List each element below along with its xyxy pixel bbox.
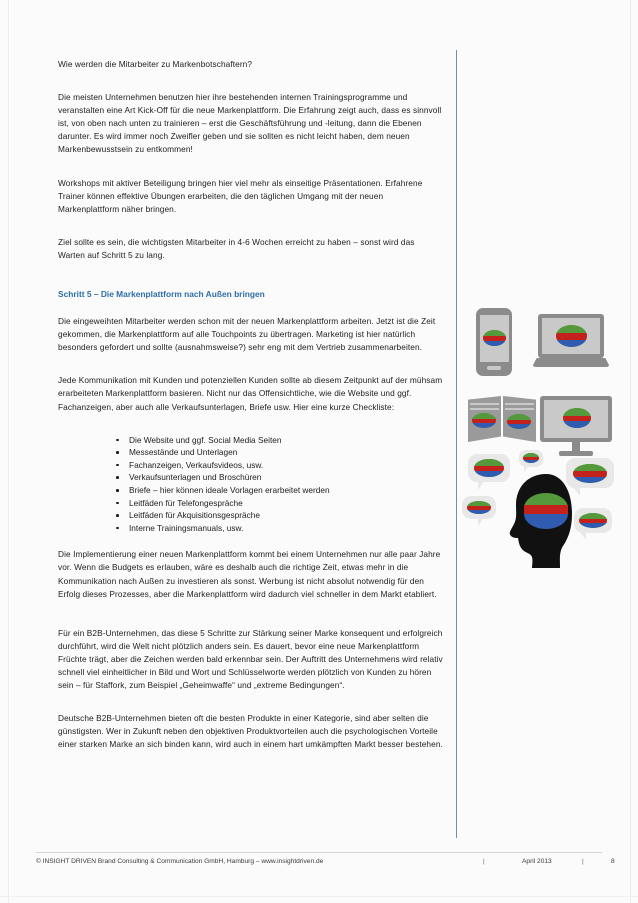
paragraph-5: Jede Kommunikation mit Kunden und potenziellen Kunden sollte ab diesem Zeitpunkt auf der mühsam erarbeiteten Markenplattform basieren. Nicht nur das Offensichtliche, wie die Website und ggf. Fachanzeigen, aber auch alle Verkaufsunterlagen, Briefe usw. Hier eine kurze Checkliste: xyxy=(58,375,443,412)
body-text-column xyxy=(58,58,443,764)
footer-separator: | xyxy=(483,858,485,865)
speech-bubble xyxy=(462,496,496,519)
list-item: Briefe – hier können ideale Vorlagen erarbeitet werden xyxy=(129,484,443,497)
brand-ambassador-illustration xyxy=(462,450,624,582)
paragraph-4: Die eingeweihten Mitarbeiter werden schon mit der neuen Markenplattform arbeiten. Jetzt ist die Zeit gekommen, die Markenplattform auf alle Touchpoints zu übertragen. Marketing ist hier natürlich besonders gefordert und sollte (ausnahmsweise?) sehr eng mit dem Vertrieb zusammenarbeiten. xyxy=(58,316,436,353)
brand-logo-icon xyxy=(573,464,607,483)
paragraph-8: Deutsche B2B-Unternehmen bieten oft die besten Produkte in einer Kategorie, sind aber selten die günstigsten. Wer in Zukunft neben den objektiven Produktvorteilen auch die psychologischen Vorteile einer starken Marke an sich binden kann, wird auch in einem hart umkämpften Markt besser bestehen. xyxy=(58,713,443,750)
footer-date: April 2013 xyxy=(522,858,552,865)
section-heading-schritt-5: Schritt 5 – Die Markenplattform nach Außen bringen xyxy=(58,289,265,300)
list-item: Messestände und Unterlagen xyxy=(129,446,443,459)
magazine-icon xyxy=(468,396,536,446)
brand-logo-icon xyxy=(467,501,491,514)
paragraph-1: Die meisten Unternehmen benutzen hier ihre bestehenden internen Trainingsprogramme und veranstalten eine Art Kick-Off für die neue Markenplattform. Die Erfahrung zeigt auch, dass es sinnvoll ist, von oben nach unten zu trainieren – erst die Geschäftsführung und -leitung, dann die Ebenen darunter. Es wird immer noch Zweifler geben und sie sollten es nicht leicht haben, dem neuen Markenbewusstsein zu entkommen! xyxy=(58,92,442,155)
page-edge-left xyxy=(8,0,9,903)
brand-logo-icon xyxy=(563,408,591,428)
brand-logo-icon xyxy=(474,459,504,477)
touchpoint-checklist xyxy=(58,434,443,535)
column-divider xyxy=(456,50,457,838)
list-item: Verkaufsunterlagen und Broschüren xyxy=(129,471,443,484)
smartphone-icon xyxy=(476,308,512,376)
brand-logo-icon xyxy=(579,513,607,528)
brand-logo-icon xyxy=(507,414,531,429)
brand-logo-icon xyxy=(472,413,496,428)
brand-logo-icon xyxy=(523,453,539,463)
brand-logo-icon xyxy=(556,325,587,347)
head-silhouette-icon xyxy=(508,472,576,568)
laptop-icon xyxy=(532,314,610,367)
list-item: Leitfäden für Telefongespräche xyxy=(129,497,443,510)
intro-question: Wie werden die Mitarbeiter zu Markenbotschaftern? xyxy=(58,59,253,69)
brand-logo-icon xyxy=(483,330,506,346)
page-footer xyxy=(36,856,615,867)
footer-page-number: 8 xyxy=(611,858,615,865)
list-item: Die Website und ggf. Social Media Seiten xyxy=(129,434,443,447)
list-item: Interne Trainingsmanuals, usw. xyxy=(129,522,443,535)
touchpoints-illustration xyxy=(462,300,624,650)
speech-bubble xyxy=(574,508,612,533)
paragraph-3: Ziel sollte es sein, die wichtigsten Mitarbeiter in 4-6 Wochen erreicht zu haben – sonst wird das Warten auf Schritt 5 zu lang. xyxy=(58,236,415,260)
footer-rule xyxy=(36,852,602,853)
paragraph-2: Workshops mit aktiver Beteiligung bringen hier viel mehr als einseitige Präsentationen. Erfahrene Trainer können effektive Übungen erarbeiten, die den täglichen Umgang mit der neuen Markenplattform näher bringen. xyxy=(58,177,423,214)
list-item: Leitfäden für Akquisitionsgespräche xyxy=(129,509,443,522)
list-item: Fachanzeigen, Verkaufsvideos, usw. xyxy=(129,459,443,472)
speech-bubble xyxy=(468,454,510,482)
page-edge-bottom xyxy=(0,896,638,897)
speech-bubble xyxy=(519,450,543,467)
paragraph-6: Die Implementierung einer neuen Markenplattform kommt bei einem Unternehmen nur alle paar Jahre vor. Wenn die Budgets es erlauben, wäre es deshalb auch die richtige Zeit, etwas mehr in die Kommunikation nach Außen zu investieren als sonst. Werbung ist nicht absolut notwendig für den Erfolg dieses Prozesses, aber die Markenplattform wird dadurch viel schneller in dem Markt etabliert. xyxy=(58,549,441,599)
page-edge-right xyxy=(630,0,631,903)
footer-copyright: © INSIGHT DRIVEN Brand Consulting & Communication GmbH, Hamburg – www.insightdriven.de xyxy=(36,858,324,865)
monitor-icon xyxy=(540,396,612,456)
footer-separator: | xyxy=(582,858,584,865)
paragraph-7: Für ein B2B-Unternehmen, das diese 5 Schritte zur Stärkung seiner Marke konsequent und erfolgreich durchführt, wird die Welt nicht plötzlich anders sein. Es dauert, bevor eine neue Markenplattform Früchte trägt, aber die Zeichen werden bald erkennbar sein. Der Auftritt des Unternehmens wird relativ schnell viel einheitlicher in Bild und Wort und Schlüsselworte werden plötzlich von Kunden zu hören sein – für Staffork, zum Beispiel „Geheimwaffe“ und „extreme Bedingungen“. xyxy=(58,627,443,691)
